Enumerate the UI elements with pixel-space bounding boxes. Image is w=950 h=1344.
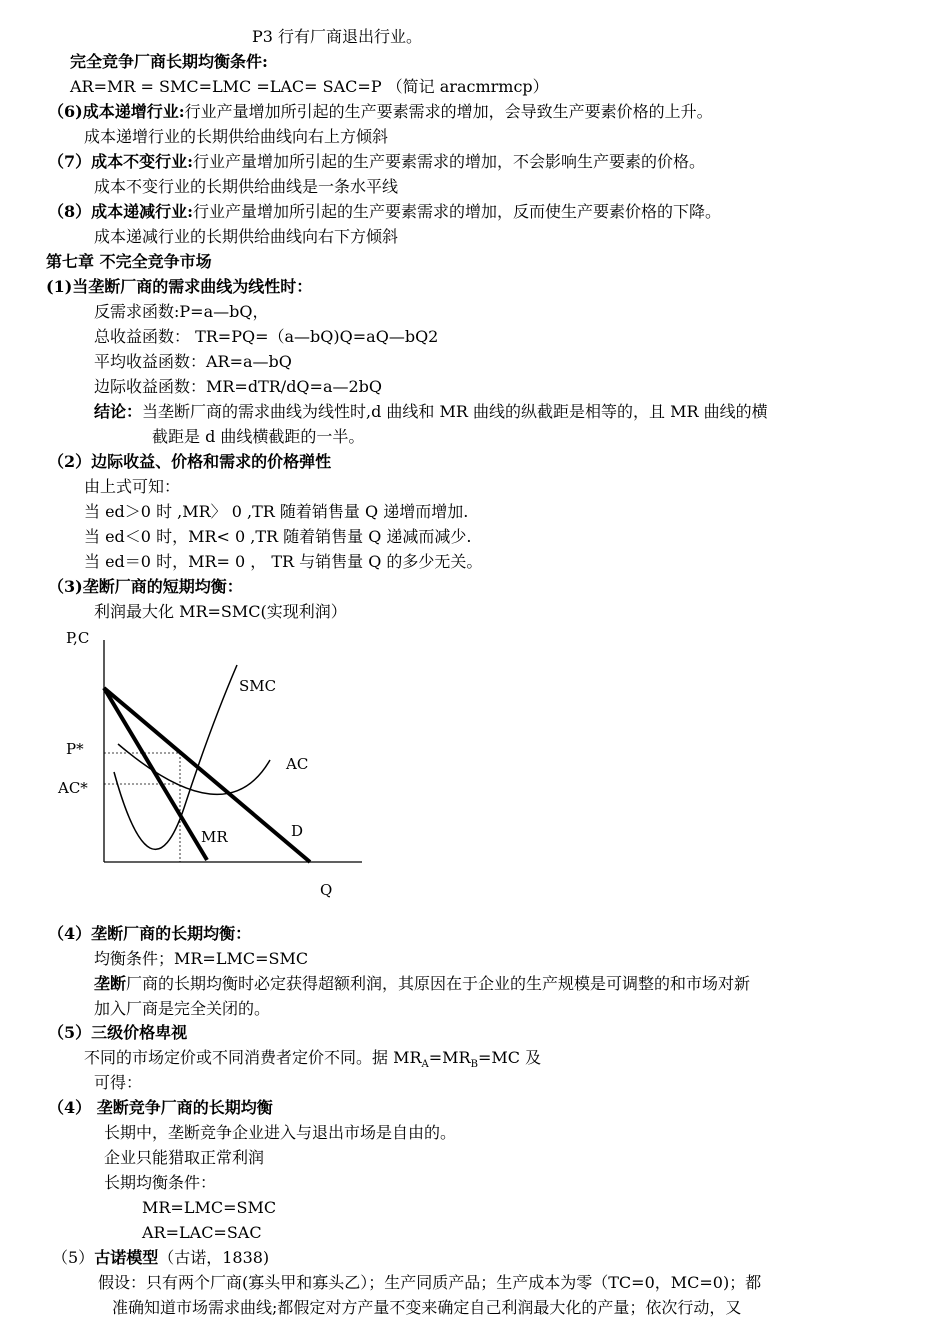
item-text: 行业产量增加所引起的生产要素需求的增加，会导致生产要素价格的上升。 xyxy=(184,102,713,121)
emphasis-text: 垄断 xyxy=(94,974,127,993)
text-line: 总收益函数： TR=PQ=（a—bQ)Q=aQ—bQ2 xyxy=(94,327,439,346)
text-line: 截距是 d 曲线横截距的一半。 xyxy=(152,427,365,446)
text-line xyxy=(48,152,705,172)
text-line: 由上式可知： xyxy=(84,477,181,496)
text-line xyxy=(48,202,721,222)
text-line xyxy=(94,402,768,422)
smc-curve xyxy=(114,665,237,849)
ac-label: AC xyxy=(286,755,309,773)
text-line: P3 行有厂商退出行业。 xyxy=(252,27,423,46)
item-heading: （8）成本递减行业: xyxy=(48,202,194,221)
text-line xyxy=(84,1048,541,1075)
text-line: 利润最大化 MR=SMC(实现利润） xyxy=(94,602,347,621)
smc-label: SMC xyxy=(239,677,277,695)
text-line: 成本不变行业的长期供给曲线是一条水平线 xyxy=(94,177,399,196)
section-heading: （4）垄断厂商的长期均衡： xyxy=(48,924,252,943)
text-line: 当 ed＞0 时 ,MR〉 0 ,TR 随着销售量 Q 递增而增加. xyxy=(84,502,469,521)
x-axis-label: Q xyxy=(320,881,333,899)
section-heading: 完全竞争厂商长期均衡条件: xyxy=(70,52,268,71)
item-text: 行业产量增加所引起的生产要素需求的增加，反而使生产要素价格的下降。 xyxy=(193,202,722,221)
item-heading: （7）成本不变行业: xyxy=(48,152,194,171)
text-line: AR=LAC=SAC xyxy=(142,1223,262,1242)
item-heading: （6)成本递增行业: xyxy=(48,102,185,121)
text-line: 边际收益函数：MR=dTR/dQ=a—2bQ xyxy=(94,377,383,396)
text-line: MR=LMC=SMC xyxy=(142,1198,277,1217)
text-line xyxy=(52,1248,269,1268)
text-line xyxy=(94,974,750,994)
chapter-heading: 第七章 不完全竞争市场 xyxy=(46,252,212,271)
section-heading: （2）边际收益、价格和需求的价格弹性 xyxy=(48,452,332,471)
text-line: 准确知道市场需求曲线;都假定对方产量不变来确定自己利润最大化的产量；依次行动，又 xyxy=(112,1298,742,1317)
text-line: AR=MR = SMC=LMC =LAC= SAC=P （简记 aracmrmcp） xyxy=(70,77,549,96)
text-line: 均衡条件；MR=LMC=SMC xyxy=(94,949,309,968)
text-line: 长期均衡条件： xyxy=(104,1173,217,1192)
text-line: 当 ed＜0 时，MR< 0 ,TR 随着销售量 Q 递减而减少. xyxy=(84,527,472,546)
text-line: 加入厂商是完全关闭的。 xyxy=(94,999,271,1018)
model-title: 古诺模型 xyxy=(94,1248,159,1267)
text-line: 可得： xyxy=(94,1073,143,1092)
p-star-label: P* xyxy=(66,740,84,758)
text-line xyxy=(48,102,713,122)
text-span: （5） xyxy=(52,1248,95,1267)
text-line: 反需求函数:P=a—bQ， xyxy=(94,302,269,321)
text-line: 企业只能猎取正常利润 xyxy=(104,1148,265,1167)
text-line: 成本递增行业的长期供给曲线向右上方倾斜 xyxy=(84,127,389,146)
text-span: =MC 及 xyxy=(477,1048,542,1067)
text-span: =MR xyxy=(428,1048,471,1067)
text-line: 成本递减行业的长期供给曲线向右下方倾斜 xyxy=(94,227,399,246)
d-label: D xyxy=(291,822,304,840)
text-span: （古诺，1838) xyxy=(158,1248,270,1267)
subscript: B xyxy=(470,1059,478,1071)
section-heading: （4） 垄断竞争厂商的长期均衡 xyxy=(48,1098,273,1117)
text-line: 假设：只有两个厂商(寡头甲和寡头乙）；生产同质产品；生产成本为零（TC=0，MC=0)；都 xyxy=(98,1273,762,1292)
text-line: 当 ed＝0 时，MR= 0 ， TR 与销售量 Q 的多少无关。 xyxy=(84,552,483,571)
y-axis-label: P,C xyxy=(66,629,90,647)
text-span: 不同的市场定价或不同消费者定价不同。据 MR xyxy=(84,1048,422,1067)
text-line: 平均收益函数：AR=a—bQ xyxy=(94,352,292,371)
item-text: 行业产量增加所引起的生产要素需求的增加，不会影响生产要素的价格。 xyxy=(193,152,706,171)
mr-curve xyxy=(104,688,207,860)
ac-star-label: AC* xyxy=(58,779,88,797)
section-heading: （3)垄断厂商的短期均衡： xyxy=(48,577,243,596)
section-heading: (1)当垄断厂商的需求曲线为线性时： xyxy=(46,277,313,296)
section-heading: （5）三级价格卑视 xyxy=(48,1023,188,1042)
subscript: A xyxy=(421,1059,429,1071)
conclusion-text: 当垄断厂商的需求曲线为线性时,d 曲线和 MR 曲线的纵截距是相等的，且 MR 曲线的横 xyxy=(142,402,768,421)
mr-label: MR xyxy=(201,828,228,846)
text-line: 长期中，垄断竞争企业进入与退出市场是自由的。 xyxy=(104,1123,457,1142)
conclusion-label: 结论： xyxy=(94,402,143,421)
text-span: 厂商的长期均衡时必定获得超额利润，其原因在于企业的生产规模是可调整的和市场对新 xyxy=(126,974,751,993)
monopoly-short-run-diagram xyxy=(40,620,380,900)
